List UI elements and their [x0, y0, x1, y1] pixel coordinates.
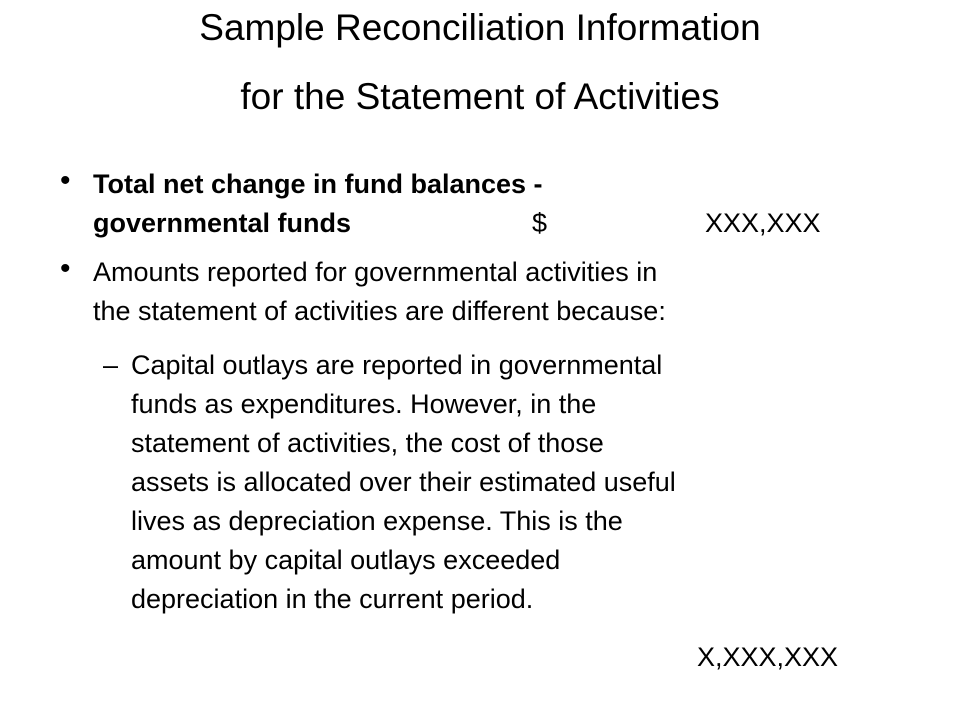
slide-title-line-1: Sample Reconciliation Information: [199, 7, 761, 48]
net-change-currency: $: [532, 208, 548, 238]
net-change-amount: XXX,XXX: [705, 208, 821, 238]
bullet-marker: •: [60, 252, 71, 285]
capital-outlay-text-line-2: funds as expenditures. However, in the: [131, 389, 597, 419]
explanation-intro-line-2: the statement of activities are different because:: [93, 296, 666, 326]
net-change-label-line-2: governmental funds: [93, 208, 352, 238]
bullet-marker: •: [60, 164, 71, 197]
sub-bullet-dash: –: [103, 350, 119, 380]
slide-title-line-2: for the Statement of Activities: [240, 76, 720, 117]
capital-outlay-text-line-7: depreciation in the current period.: [131, 584, 534, 614]
capital-outlay-text-line-5: lives as depreciation expense. This is the: [131, 506, 623, 536]
capital-outlay-text-line-1: Capital outlays are reported in governmental: [131, 350, 663, 380]
explanation-intro-line-1: Amounts reported for governmental activities in: [93, 257, 658, 287]
capital-outlay-text-line-4: assets is allocated over their estimated useful: [131, 467, 676, 497]
capital-outlay-text-line-3: statement of activities, the cost of those: [131, 428, 604, 458]
capital-outlay-text-line-6: amount by capital outlays exceeded: [131, 545, 561, 575]
net-change-label-line-1: Total net change in fund balances -: [93, 169, 543, 199]
capital-outlay-amount: X,XXX,XXX: [697, 642, 839, 672]
